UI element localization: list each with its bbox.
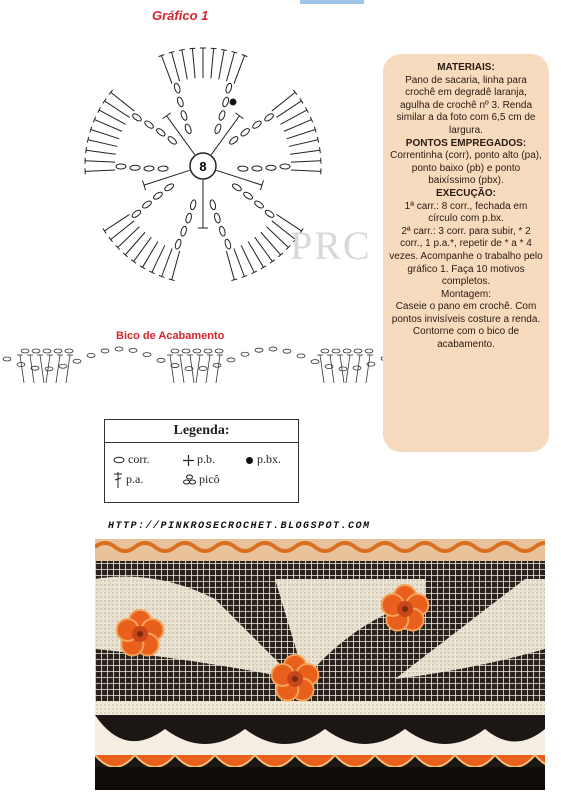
petal: [228, 90, 321, 174]
materials-panel: [383, 54, 549, 452]
legend-chain: [113, 452, 150, 467]
plus-stitch-icon: [183, 455, 194, 466]
legend-slip: [245, 452, 281, 467]
legend-double: [113, 472, 143, 488]
petal: [103, 183, 197, 281]
stitches-heading: PONTOS EMPREGADOS:: [405, 137, 527, 149]
legend-slip-label: p.bx.: [257, 452, 281, 466]
materials-text: Pano de sacaria, linha para crochê em degradê laranja, agulha de crochê nº 3. Renda similar a da foto com 6,5 cm de largura.: [396, 74, 536, 136]
legend-single: [183, 452, 215, 467]
legend-single-label: p.b.: [197, 452, 215, 466]
legend-double-label: p.a.: [126, 472, 144, 486]
spoke-stitch: [211, 116, 239, 155]
legend-picot-label: picô: [199, 472, 220, 486]
edging-chart: [0, 345, 400, 390]
petal: [85, 90, 178, 174]
edging-fan: [167, 349, 223, 383]
ring-count: 8: [199, 159, 207, 174]
spoke-stitch: [144, 170, 190, 185]
picot-icon: [183, 474, 196, 486]
legend-title: Legenda:: [105, 420, 298, 443]
chain-oval-icon: [113, 456, 125, 464]
stitches-text: Correntinha (corr), ponto alto (pa), ponto baixo (pb) e ponto baixíssimo (pbx).: [390, 150, 542, 187]
blog-url[interactable]: HTTP://PINKROSECROCHET.BLOGSPOT.COM: [108, 521, 371, 532]
lace-photo: [95, 539, 545, 790]
slip-dot-icon: [245, 456, 254, 465]
spoke-stitch: [167, 116, 195, 155]
chart-title: Gráfico 1: [152, 8, 209, 23]
legend-box: [104, 419, 299, 503]
execution-heading: EXECUÇÃO:: [435, 187, 496, 199]
section-title: Bico de Acabamento: [116, 330, 225, 342]
top-accent-bar: [300, 0, 364, 4]
edging-fan: [17, 349, 73, 383]
legend-chain-label: corr.: [128, 452, 150, 466]
flower-chart: [50, 28, 350, 318]
legend-picot: [183, 472, 220, 487]
watermark: PRC: [290, 223, 372, 268]
assembly-heading: Montagem:: [440, 288, 492, 300]
petal: [159, 48, 248, 134]
slip-stitch-dot: [230, 99, 236, 105]
execution-text: 1ª carr.: 8 corr., fechada em círculo com p.bx. 2ª carr.: 3 corr. para subir, * 2 corr., 1 p.a.*, repetir de * a * 4 vezes. Acompanhe o trabalho pelo gráfico 1. Faça 10 motivos completos.: [389, 200, 543, 288]
tall-stitch-icon: [113, 472, 123, 488]
spoke-stitch: [216, 170, 262, 185]
materials-heading: MATERIAIS:: [437, 62, 495, 73]
assembly-text: Caseie o pano em crochê. Com pontos invisíveis costure a renda. Contorne com o bico de acabamento.: [391, 301, 541, 351]
